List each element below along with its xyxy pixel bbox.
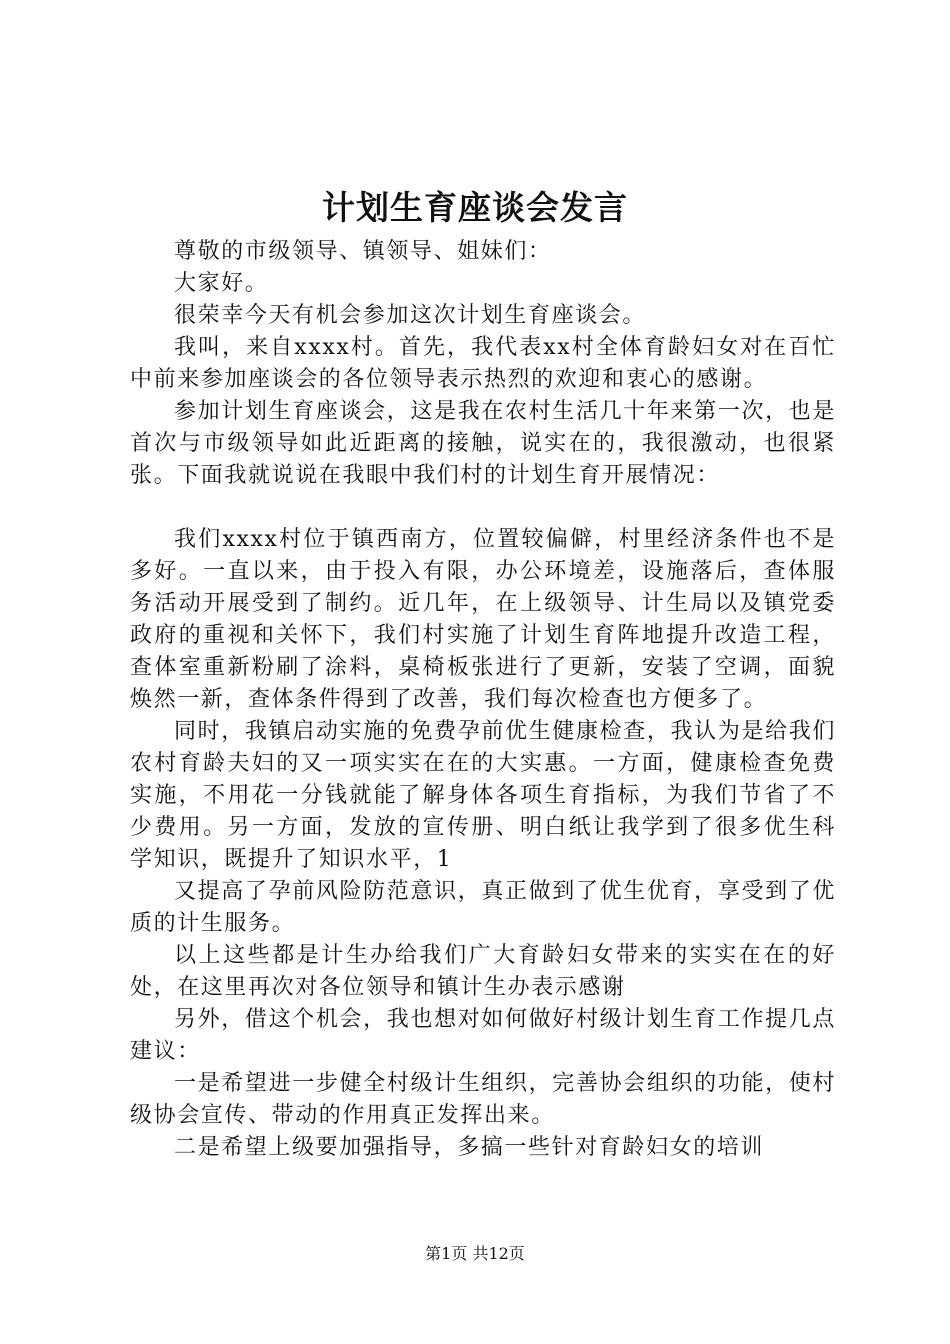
document-title: 计划生育座谈会发言	[322, 188, 628, 227]
paragraph-village-conditions: 我们xxxx村位于镇西南方，位置较偏僻，村里经济条件也不是多好。一直以来，由于投入有限，办公环境差，设施落后，查体服务活动开展受到了制约。近几年，在上级领导、计生局以及镇党委政府的重视和关怀下，我们村实施了计划生育阵地提升改造工程，查体室重新粉刷了涂料，桌椅板张进行了更新，安装了空调，面貌焕然一新，查体条件得到了改善，我们每次检查也方便多了。	[130, 527, 836, 712]
paragraph-risk-awareness: 又提高了孕前风险防范意识，真正做到了优生优育，享受到了优质的计生服务。	[130, 879, 836, 936]
paragraph-suggestion-two: 二是希望上级要加强指导，多搞一些针对育龄妇女的培训	[174, 1135, 765, 1160]
paragraph-honor: 很荣幸今天有机会参加这次计划生育座谈会。	[174, 303, 647, 328]
paragraph-suggestion-one: 一是希望进一步健全村级计生组织，完善协会组织的功能，使村级协会宣传、带动的作用真正发挥出来。	[130, 1071, 836, 1128]
paragraph-suggestions-intro: 另外，借这个机会，我也想对如何做好村级计划生育工作提几点建议：	[130, 1007, 836, 1064]
paragraph-salutation: 尊敬的市级领导、镇领导、姐妹们：	[174, 239, 552, 264]
paragraph-thanks: 以上这些都是计生办给我们广大育龄妇女带来的实实在在的好处，在这里再次对各位领导和镇计生办表示感谢	[130, 943, 836, 1000]
paragraph-greeting: 大家好。	[174, 271, 269, 296]
paragraph-first-time: 参加计划生育座谈会，这是我在农村生活几十年来第一次，也是首次与市级领导如此近距离的接触，说实在的，我很激动，也很紧张。下面我就说说在我眼中我们村的计划生育开展情况：	[130, 399, 836, 488]
paragraph-free-checkup: 同时，我镇启动实施的免费孕前优生健康检查，我认为是给我们农村育龄夫妇的又一项实实在在的大实惠。一方面，健康检查免费实施，不用花一分钱就能了解身体各项生育指标，为我们节省了不少费用。另一方面，发放的宣传册、明白纸让我学到了很多优生科学知识，既提升了知识水平，1	[130, 719, 836, 872]
paragraph-spacer	[130, 492, 836, 524]
document-body	[130, 236, 836, 1164]
page-number-footer: 第1页 共12页	[425, 1244, 525, 1263]
paragraph-introduction: 我叫，来自xxxx村。首先，我代表xx村全体育龄妇女对在百忙中前来参加座谈会的各位领导表示热烈的欢迎和衷心的感谢。	[130, 335, 836, 392]
